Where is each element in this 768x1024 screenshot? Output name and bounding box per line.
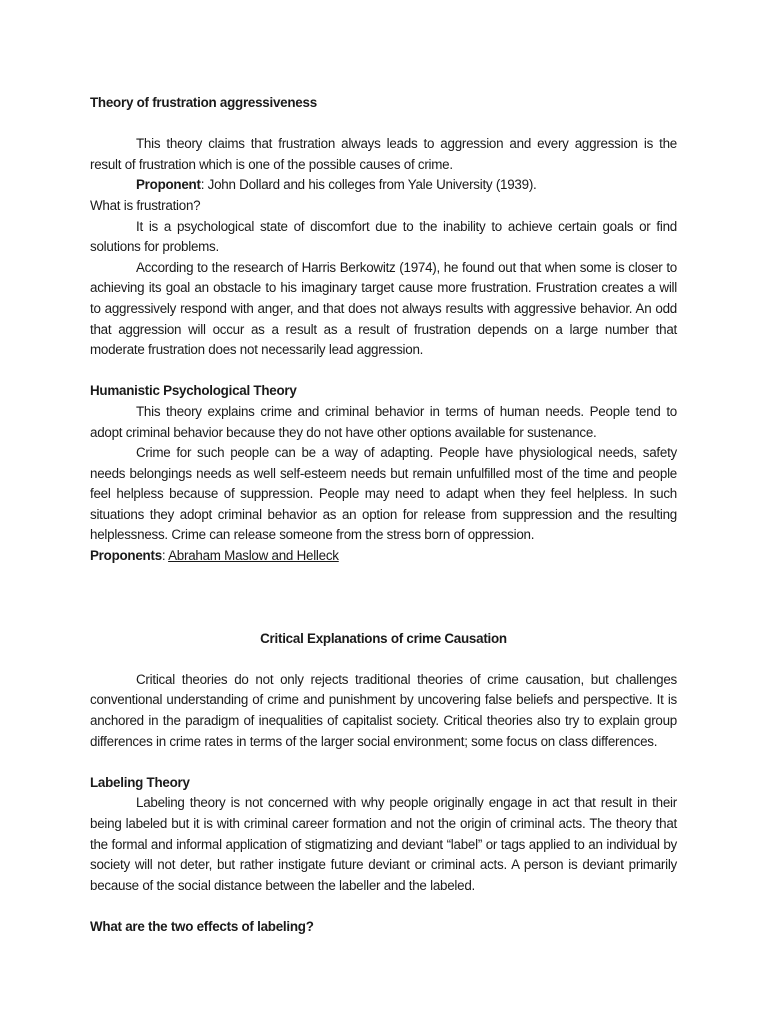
proponents-separator: :: [161, 548, 169, 564]
proponents-label: Proponents: [90, 548, 162, 564]
labeling-paragraph-1: Labeling theory is not concerned with why people originally engage in act that result in their being labeled but it is with criminal career formation and not the origin of criminal acts. The theory that the formal and informal application of stigmatizing and deviant “label” or tags applied to an individual by society will not deter, but rather instigate future deviant or criminal acts. A person is deviant primarily because of the social distance between the labeller and the labeled.: [90, 795, 677, 893]
frustration-paragraph-1: This theory claims that frustration always leads to aggression and every aggression is the result of frustration which is one of the possible causes of crime.: [90, 136, 677, 172]
humanistic-paragraph-1: This theory explains crime and criminal behavior in terms of human needs. People tend to adopt criminal behavior because they do not have other options available for sustenance.: [90, 403, 677, 440]
critical-paragraph-1: Critical theories do not only rejects traditional theories of crime causation, but challenges conventional understanding of crime and punishment by uncovering false beliefs and perspective. It is anchored in the paradigm of inequalities of capitalist society. Critical theories also try to explain group differences in crime rates in terms of the larger social environment; some focus on class differences.: [90, 671, 677, 749]
frustration-proponent: [90, 175, 677, 196]
humanistic-proponents: [90, 546, 677, 567]
document-page: [90, 93, 677, 938]
proponent-label: Proponent: [136, 177, 201, 193]
frustration-paragraph-3: According to the research of Harris Berkowitz (1974), he found out that when some is closer to achieving its goal an obstacle to his imaginary target cause more frustration. Frustration creates a will to aggressively respond with anger, and that does not always results with aggressive behavior. An odd that aggression will occur as a result as a result of frustration depends on a large number that moderate frustration does not necessarily lead aggression.: [90, 259, 677, 358]
spacer: [90, 752, 677, 773]
proponent-text: : John Dollard and his colleges from Yale University (1939).: [200, 177, 537, 193]
spacer: [90, 649, 677, 670]
heading-humanistic-theory: Humanistic Psychological Theory: [90, 383, 297, 399]
spacer: [90, 114, 677, 135]
spacer: [90, 361, 677, 382]
heading-labeling-theory: Labeling Theory: [90, 774, 190, 790]
heading-critical-explanations: Critical Explanations of crime Causation: [260, 630, 507, 646]
spacer: [90, 567, 677, 629]
proponents-link[interactable]: Abraham Maslow and Helleck: [168, 548, 339, 564]
spacer: [90, 896, 677, 917]
heading-labeling-effects-question: What are the two effects of labeling?: [90, 918, 314, 934]
humanistic-paragraph-2: Crime for such people can be a way of adapting. People have physiological needs, safety needs belongings needs as well self-esteem needs but remain unfulfilled most of the time and people feel helpless because of suppression. People may need to adapt when they feel helpless. In such situations they adopt criminal behavior as an option for release from suppression and the resulting helplessness. Crime can release someone from the stress born of oppression.: [90, 445, 677, 543]
frustration-paragraph-2: It is a psychological state of discomfort due to the inability to achieve certain goals or find solutions for problems.: [90, 218, 677, 255]
frustration-question: What is frustration?: [90, 197, 201, 213]
heading-frustration-theory: Theory of frustration aggressiveness: [90, 95, 317, 110]
